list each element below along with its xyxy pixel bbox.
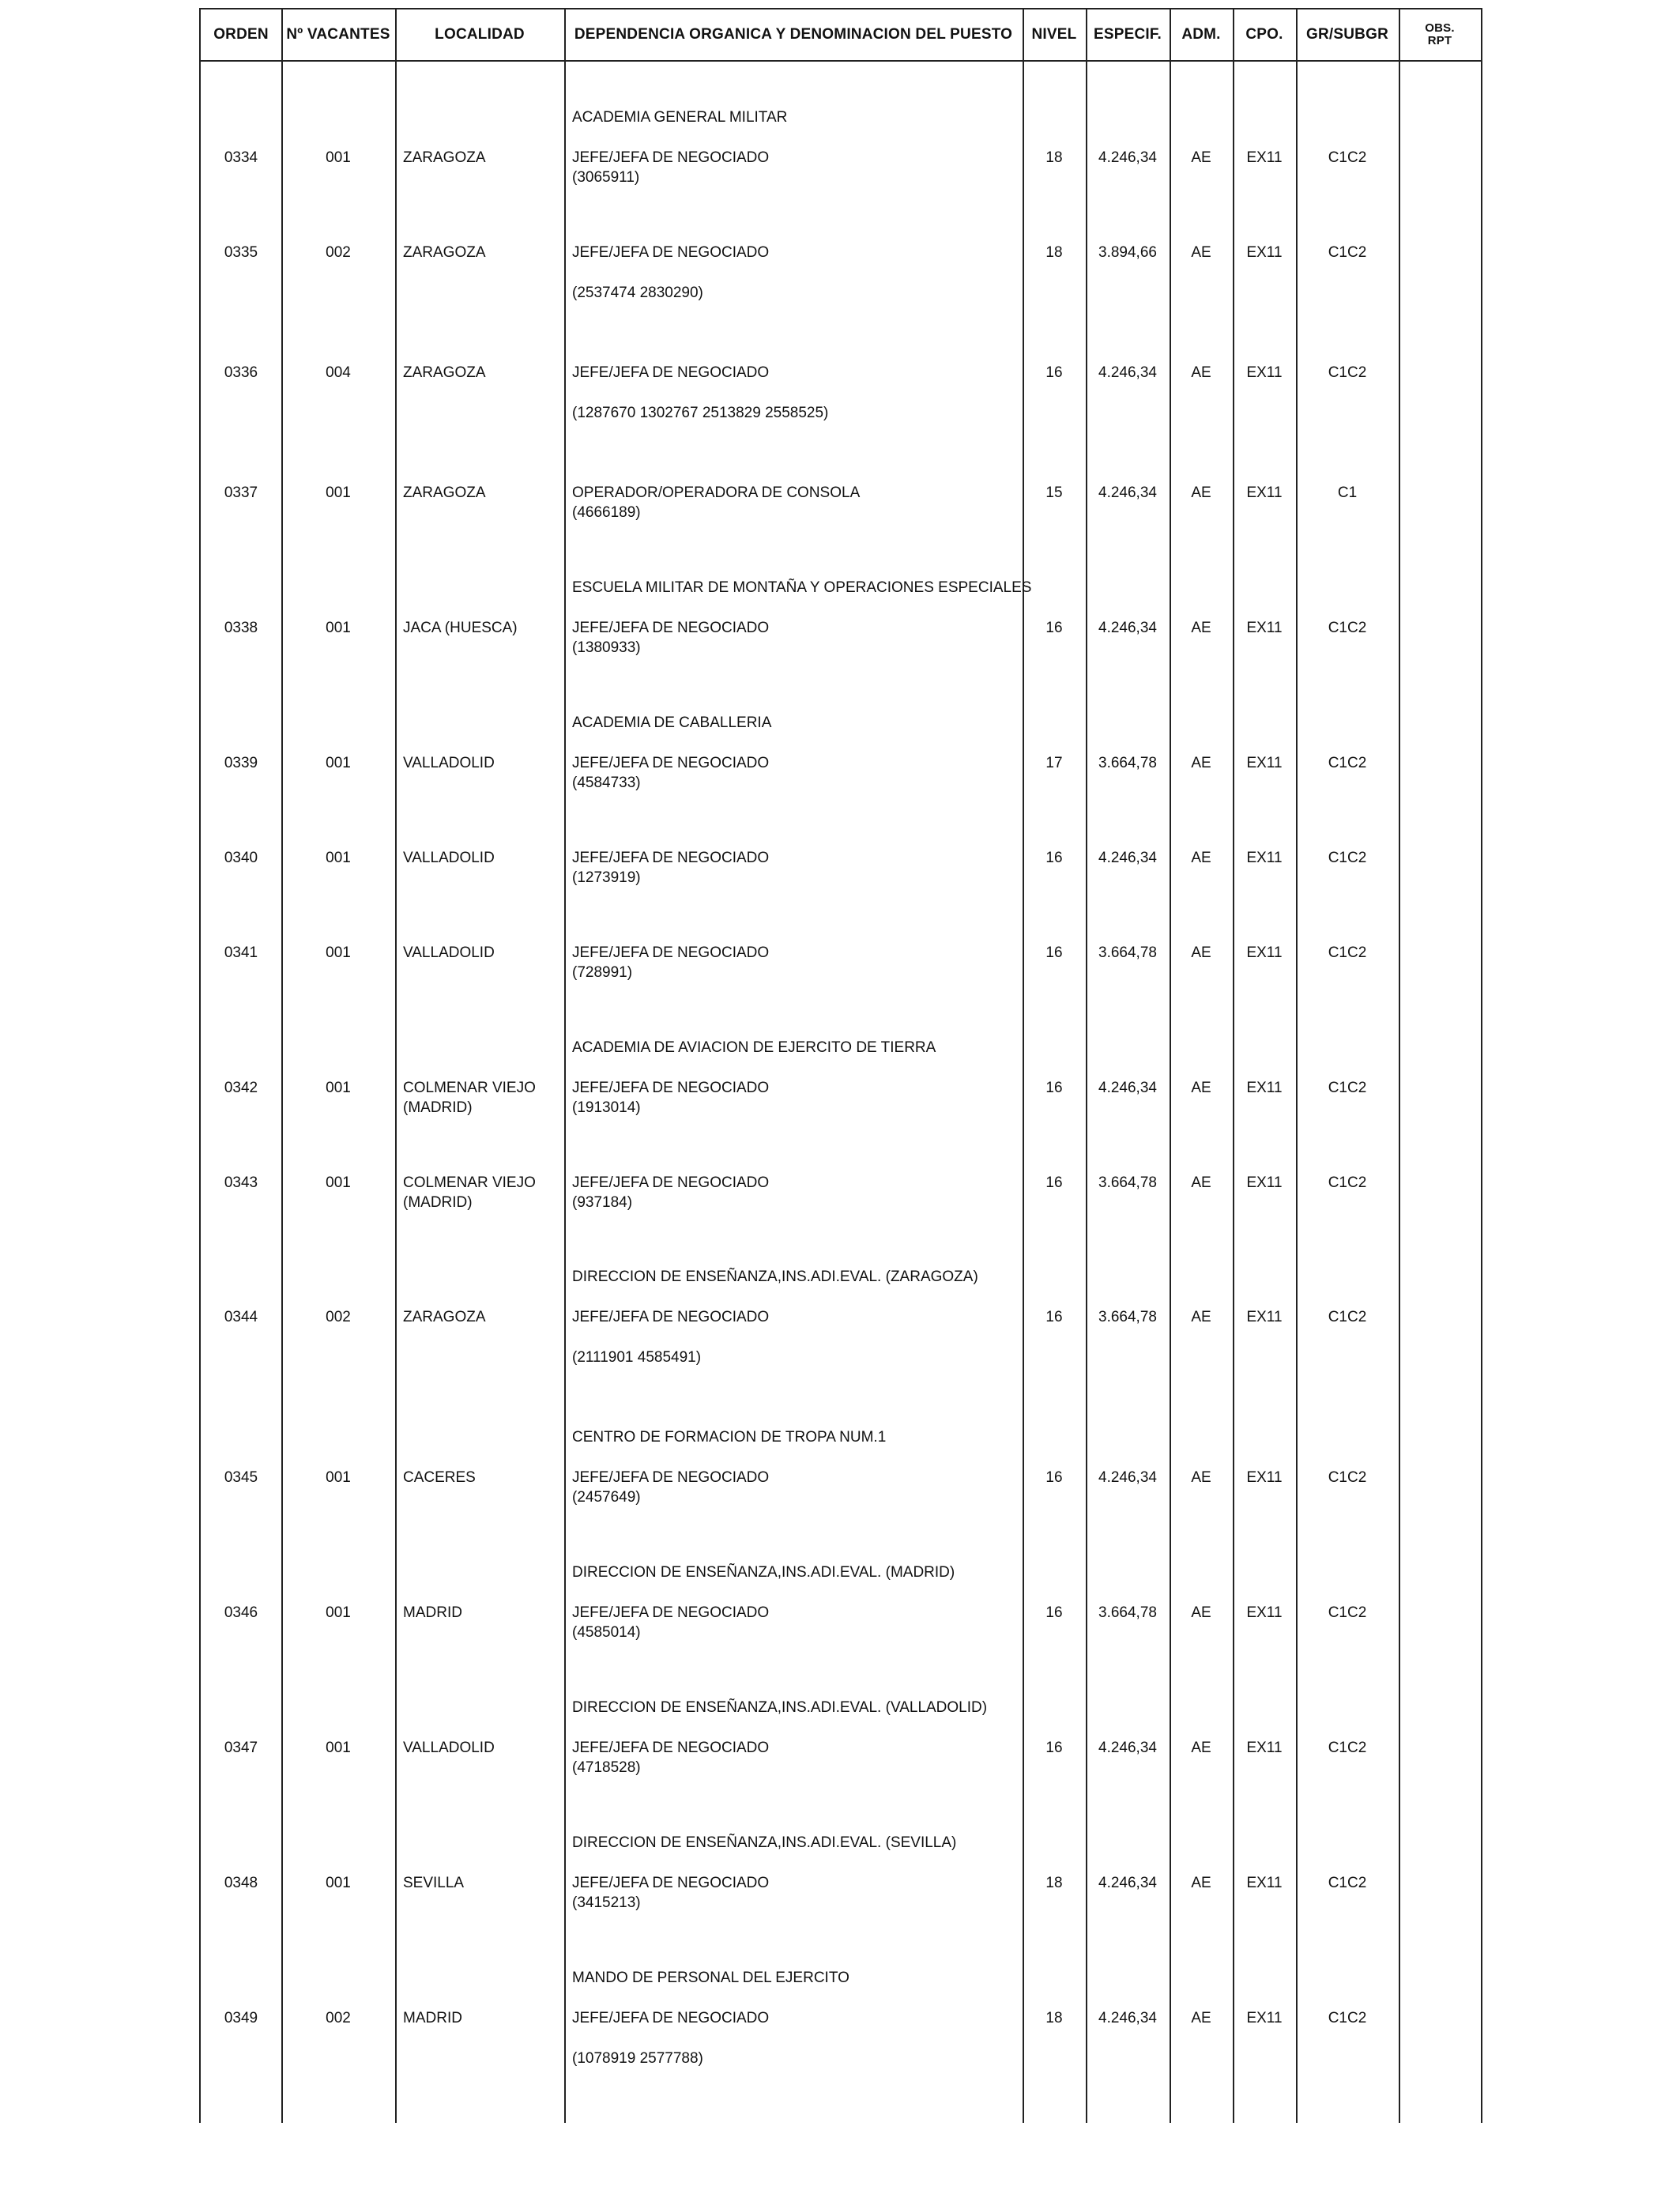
vacantes-cell: 001: [326, 1468, 351, 1486]
nivel-cell: 15: [1045, 484, 1063, 501]
puesto-name: JEFE/JEFA DE NEGOCIADO: [572, 1604, 770, 1621]
puesto-codes: (1913014): [572, 1099, 641, 1116]
puesto-codes: (3065911): [572, 168, 640, 186]
cpo-cell: EX11: [1246, 1874, 1283, 1891]
puesto-codes: (4585014): [572, 1623, 641, 1641]
puesto-codes: (4584733): [572, 774, 641, 791]
nivel-cell: 18: [1045, 243, 1063, 261]
grupo-cell: C1C2: [1328, 619, 1367, 636]
grupo-cell: C1: [1337, 484, 1358, 501]
localidad-cell: ZARAGOZA: [403, 1308, 486, 1325]
unit-heading: CENTRO DE FORMACION DE TROPA NUM.1: [572, 1428, 887, 1446]
nivel-cell: 16: [1045, 944, 1063, 961]
unit-heading: DIRECCION DE ENSEÑANZA,INS.ADI.EVAL. (VALLADOLID): [572, 1698, 988, 1716]
localidad-cell: COLMENAR VIEJO: [403, 1079, 536, 1096]
localidad-cell: VALLADOLID: [403, 944, 495, 961]
cpo-cell: EX11: [1246, 1174, 1283, 1191]
header-vacantes: Nº VACANTES: [286, 26, 390, 43]
vacantes-cell: 001: [326, 944, 351, 961]
vacantes-cell: 001: [326, 1739, 351, 1756]
adm-cell: AE: [1191, 849, 1211, 866]
puesto-codes: (2457649): [572, 1488, 641, 1506]
col-divider: [1086, 9, 1087, 2123]
puesto-codes: (4666189): [572, 503, 641, 521]
nivel-cell: 17: [1045, 754, 1063, 771]
localidad-cell: SEVILLA: [403, 1874, 465, 1891]
nivel-cell: 16: [1045, 849, 1063, 866]
especif-cell: 4.246,34: [1098, 1874, 1157, 1891]
nivel-cell: 16: [1045, 1079, 1063, 1096]
col-divider: [281, 9, 283, 2123]
grupo-cell: C1C2: [1328, 754, 1367, 771]
puesto-name: JEFE/JEFA DE NEGOCIADO: [572, 1174, 770, 1191]
localidad-cell: ZARAGOZA: [403, 243, 486, 261]
orden-cell: 0345: [224, 1468, 258, 1486]
cpo-cell: EX11: [1246, 944, 1283, 961]
nivel-cell: 16: [1045, 1308, 1063, 1325]
vacantes-cell: 001: [326, 1604, 351, 1621]
grupo-cell: C1C2: [1328, 944, 1367, 961]
vacantes-cell: 001: [326, 1174, 351, 1191]
localidad-cell: ZARAGOZA: [403, 149, 486, 166]
especif-cell: 4.246,34: [1098, 1468, 1157, 1486]
especif-cell: 3.664,78: [1098, 1604, 1157, 1621]
puesto-name: JEFE/JEFA DE NEGOCIADO: [572, 754, 770, 771]
header-nivel: NIVEL: [1031, 26, 1077, 43]
especif-cell: 4.246,34: [1098, 619, 1157, 636]
vacantes-cell: 001: [326, 1079, 351, 1096]
vacantes-cell: 004: [326, 364, 351, 381]
adm-cell: AE: [1191, 754, 1211, 771]
localidad-cell: CACERES: [403, 1468, 476, 1486]
puesto-name: OPERADOR/OPERADORA DE CONSOLA: [572, 484, 861, 501]
header-orden: ORDEN: [213, 26, 269, 43]
cpo-cell: EX11: [1246, 1468, 1283, 1486]
grupo-cell: C1C2: [1328, 1174, 1367, 1191]
orden-cell: 0348: [224, 1874, 258, 1891]
cpo-cell: EX11: [1246, 149, 1283, 166]
header-localidad: LOCALIDAD: [435, 26, 525, 43]
especif-cell: 3.664,78: [1098, 1308, 1157, 1325]
cpo-cell: EX11: [1246, 1739, 1283, 1756]
especif-cell: 3.664,78: [1098, 1174, 1157, 1191]
nivel-cell: 16: [1045, 1739, 1063, 1756]
cpo-cell: EX11: [1246, 849, 1283, 866]
orden-cell: 0335: [224, 243, 258, 261]
cpo-cell: EX11: [1246, 484, 1283, 501]
nivel-cell: 18: [1045, 2009, 1063, 2026]
puesto-name: JEFE/JEFA DE NEGOCIADO: [572, 1308, 770, 1325]
localidad-cell: JACA (HUESCA): [403, 619, 518, 636]
especif-cell: 4.246,34: [1098, 149, 1157, 166]
table-header: [201, 9, 1481, 62]
localidad-cell: MADRID: [403, 1604, 462, 1621]
especif-cell: 4.246,34: [1098, 2009, 1157, 2026]
localidad-cell: (MADRID): [403, 1099, 473, 1116]
unit-heading: ACADEMIA DE AVIACION DE EJERCITO DE TIERRA: [572, 1039, 936, 1056]
especif-cell: 4.246,34: [1098, 1739, 1157, 1756]
grupo-cell: C1C2: [1328, 243, 1367, 261]
vacantes-cell: 001: [326, 849, 351, 866]
unit-heading: DIRECCION DE ENSEÑANZA,INS.ADI.EVAL. (MADRID): [572, 1563, 955, 1581]
localidad-cell: ZARAGOZA: [403, 364, 486, 381]
orden-cell: 0341: [224, 944, 258, 961]
nivel-cell: 16: [1045, 1468, 1063, 1486]
especif-cell: 4.246,34: [1098, 849, 1157, 866]
grupo-cell: C1C2: [1328, 849, 1367, 866]
cpo-cell: EX11: [1246, 1079, 1283, 1096]
localidad-cell: MADRID: [403, 2009, 462, 2026]
header-obs-line1: OBS.: [1425, 21, 1455, 35]
vacancy-table: [199, 8, 1482, 2123]
adm-cell: AE: [1191, 149, 1211, 166]
grupo-cell: C1C2: [1328, 1739, 1367, 1756]
especif-cell: 4.246,34: [1098, 364, 1157, 381]
nivel-cell: 16: [1045, 1174, 1063, 1191]
cpo-cell: EX11: [1246, 243, 1283, 261]
orden-cell: 0349: [224, 2009, 258, 2026]
puesto-name: JEFE/JEFA DE NEGOCIADO: [572, 1739, 770, 1756]
col-divider: [1233, 9, 1234, 2123]
orden-cell: 0339: [224, 754, 258, 771]
header-adm: ADM.: [1181, 26, 1221, 43]
adm-cell: AE: [1191, 944, 1211, 961]
especif-cell: 4.246,34: [1098, 1079, 1157, 1096]
cpo-cell: EX11: [1246, 2009, 1283, 2026]
col-divider: [1296, 9, 1298, 2123]
vacantes-cell: 001: [326, 754, 351, 771]
puesto-codes: (2111901 4585491): [572, 1348, 702, 1366]
localidad-cell: VALLADOLID: [403, 754, 495, 771]
nivel-cell: 16: [1045, 1604, 1063, 1621]
adm-cell: AE: [1191, 1308, 1211, 1325]
puesto-codes: (1287670 1302767 2513829 2558525): [572, 404, 829, 421]
unit-heading: MANDO DE PERSONAL DEL EJERCITO: [572, 1969, 849, 1986]
orden-cell: 0337: [224, 484, 258, 501]
header-cpo: CPO.: [1245, 26, 1283, 43]
vacantes-cell: 002: [326, 2009, 351, 2026]
grupo-cell: C1C2: [1328, 1604, 1367, 1621]
unit-heading: ESCUELA MILITAR DE MONTAÑA Y OPERACIONES ESPECIALES: [572, 579, 1032, 596]
grupo-cell: C1C2: [1328, 1308, 1367, 1325]
nivel-cell: 16: [1045, 364, 1063, 381]
unit-heading: DIRECCION DE ENSEÑANZA,INS.ADI.EVAL. (ZARAGOZA): [572, 1268, 978, 1285]
cpo-cell: EX11: [1246, 364, 1283, 381]
cpo-cell: EX11: [1246, 619, 1283, 636]
grupo-cell: C1C2: [1328, 364, 1367, 381]
puesto-codes: (4718528): [572, 1759, 641, 1776]
adm-cell: AE: [1191, 1739, 1211, 1756]
puesto-name: JEFE/JEFA DE NEGOCIADO: [572, 1874, 770, 1891]
adm-cell: AE: [1191, 1874, 1211, 1891]
puesto-name: JEFE/JEFA DE NEGOCIADO: [572, 1468, 770, 1486]
orden-cell: 0334: [224, 149, 258, 166]
orden-cell: 0343: [224, 1174, 258, 1191]
adm-cell: AE: [1191, 1604, 1211, 1621]
orden-cell: 0338: [224, 619, 258, 636]
orden-cell: 0336: [224, 364, 258, 381]
adm-cell: AE: [1191, 243, 1211, 261]
adm-cell: AE: [1191, 484, 1211, 501]
puesto-codes: (1380933): [572, 639, 641, 656]
cpo-cell: EX11: [1246, 1604, 1283, 1621]
header-dependencia: DEPENDENCIA ORGANICA Y DENOMINACION DEL PUESTO: [574, 26, 1013, 43]
col-divider: [1170, 9, 1171, 2123]
localidad-cell: VALLADOLID: [403, 1739, 495, 1756]
localidad-cell: COLMENAR VIEJO: [403, 1174, 536, 1191]
col-divider: [564, 9, 566, 2123]
orden-cell: 0344: [224, 1308, 258, 1325]
nivel-cell: 18: [1045, 1874, 1063, 1891]
puesto-name: JEFE/JEFA DE NEGOCIADO: [572, 1079, 770, 1096]
puesto-name: JEFE/JEFA DE NEGOCIADO: [572, 849, 770, 866]
unit-heading: ACADEMIA GENERAL MILITAR: [572, 108, 788, 126]
unit-heading: ACADEMIA DE CABALLERIA: [572, 714, 772, 731]
cpo-cell: EX11: [1246, 1308, 1283, 1325]
adm-cell: AE: [1191, 619, 1211, 636]
puesto-name: JEFE/JEFA DE NEGOCIADO: [572, 364, 770, 381]
nivel-cell: 16: [1045, 619, 1063, 636]
puesto-codes: (937184): [572, 1193, 633, 1211]
vacantes-cell: 001: [326, 149, 351, 166]
grupo-cell: C1C2: [1328, 2009, 1367, 2026]
grupo-cell: C1C2: [1328, 1468, 1367, 1486]
header-especif: ESPECIF.: [1093, 26, 1162, 43]
grupo-cell: C1C2: [1328, 1079, 1367, 1096]
localidad-cell: VALLADOLID: [403, 849, 495, 866]
puesto-name: JEFE/JEFA DE NEGOCIADO: [572, 944, 770, 961]
col-divider: [1399, 9, 1400, 2123]
especif-cell: 3.894,66: [1098, 243, 1157, 261]
puesto-name: JEFE/JEFA DE NEGOCIADO: [572, 149, 770, 166]
puesto-codes: (3415213): [572, 1894, 641, 1911]
localidad-cell: (MADRID): [403, 1193, 473, 1211]
col-divider: [395, 9, 397, 2123]
adm-cell: AE: [1191, 1079, 1211, 1096]
especif-cell: 3.664,78: [1098, 754, 1157, 771]
cpo-cell: EX11: [1246, 754, 1283, 771]
puesto-name: JEFE/JEFA DE NEGOCIADO: [572, 2009, 770, 2026]
vacantes-cell: 002: [326, 1308, 351, 1325]
localidad-cell: ZARAGOZA: [403, 484, 486, 501]
puesto-name: JEFE/JEFA DE NEGOCIADO: [572, 243, 770, 261]
col-divider: [1023, 9, 1024, 2123]
header-obs-line2: RPT: [1427, 34, 1452, 47]
orden-cell: 0347: [224, 1739, 258, 1756]
nivel-cell: 18: [1045, 149, 1063, 166]
orden-cell: 0346: [224, 1604, 258, 1621]
vacantes-cell: 002: [326, 243, 351, 261]
orden-cell: 0340: [224, 849, 258, 866]
header-obs: [1399, 9, 1481, 60]
vacantes-cell: 001: [326, 619, 351, 636]
vacantes-cell: 001: [326, 484, 351, 501]
especif-cell: 3.664,78: [1098, 944, 1157, 961]
adm-cell: AE: [1191, 364, 1211, 381]
puesto-codes: (1078919 2577788): [572, 2049, 703, 2067]
unit-heading: DIRECCION DE ENSEÑANZA,INS.ADI.EVAL. (SEVILLA): [572, 1834, 957, 1851]
puesto-name: JEFE/JEFA DE NEGOCIADO: [572, 619, 770, 636]
puesto-codes: (1273919): [572, 869, 641, 886]
header-grupo: GR/SUBGR: [1306, 26, 1388, 43]
adm-cell: AE: [1191, 1468, 1211, 1486]
vacantes-cell: 001: [326, 1874, 351, 1891]
especif-cell: 4.246,34: [1098, 484, 1157, 501]
puesto-codes: (728991): [572, 963, 633, 981]
adm-cell: AE: [1191, 1174, 1211, 1191]
adm-cell: AE: [1191, 2009, 1211, 2026]
orden-cell: 0342: [224, 1079, 258, 1096]
grupo-cell: C1C2: [1328, 1874, 1367, 1891]
puesto-codes: (2537474 2830290): [572, 284, 703, 301]
grupo-cell: C1C2: [1328, 149, 1367, 166]
